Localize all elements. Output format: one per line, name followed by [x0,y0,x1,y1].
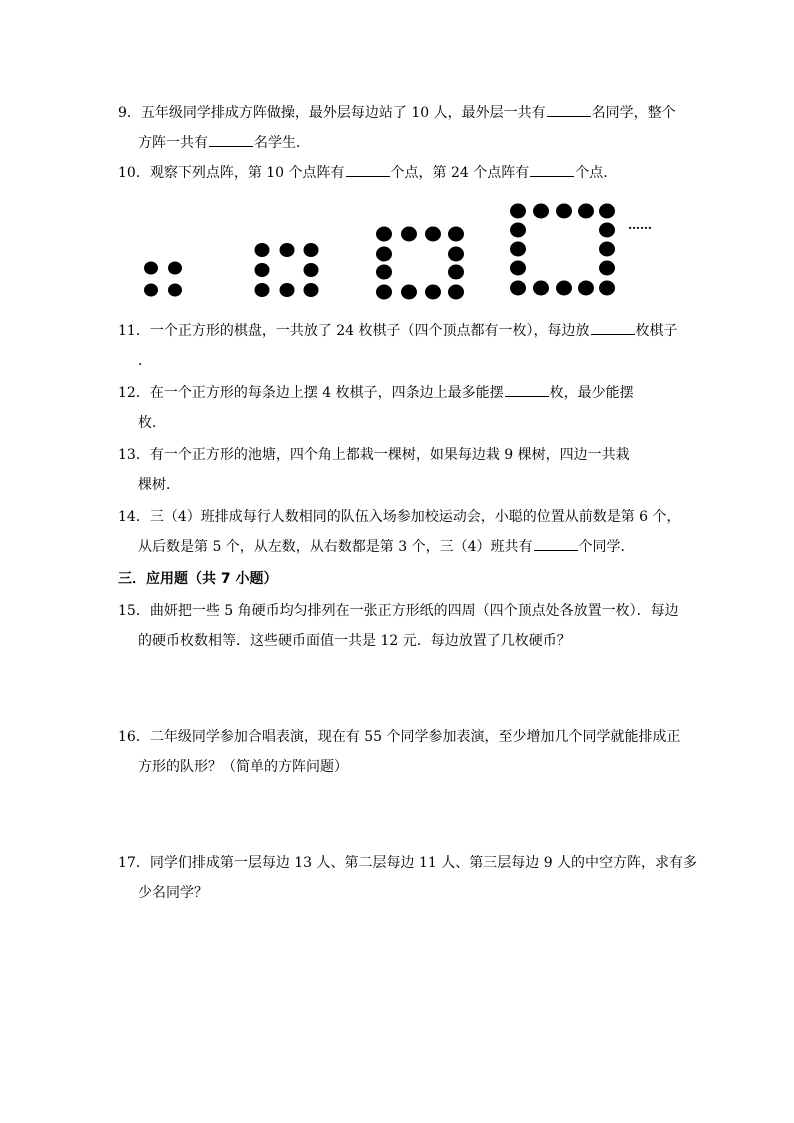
dot-pattern-2 [255,243,319,297]
q9-text-d: 名学生． [254,135,310,151]
q14-text-a: 从后数是第 5 个，从左数，从右数都是第 3 个，三（4）班共有 [138,539,533,555]
q12-line1 [118,384,634,402]
q14-line2 [138,538,635,556]
q17-line2: 少名同学？ [138,885,208,901]
answer-blank[interactable] [534,538,578,551]
q10-text-c: 个点． [575,165,618,181]
dot-pattern-1 [144,262,182,297]
q12-line2: 枚． [138,415,166,431]
q9-text-b: 名同学，整个 [591,105,676,121]
section-title: 三．应用题（共 7 小题） [118,571,278,587]
q14-text-b: 个同学． [578,539,635,555]
answer-blank[interactable] [591,322,635,335]
answer-blank[interactable] [505,384,549,397]
q17-line1: 17．同学们排成第一层每边 13 人、第二层每边 11 人、第三层每边 9 人的中空方阵，求有多 [118,855,698,871]
q11-text-a: 11．一个正方形的棋盘，一共放了 24 枚棋子（四个顶点都有一枚），每边放 [118,323,590,339]
dot-pattern-3 [376,227,464,300]
q14-line1: 14．三（4）班排成每行人数相同的队伍入场参加校运动会，小聪的位置从前数是第 6 个， [118,509,681,525]
q11-line1 [118,322,678,340]
q15-line1: 15．曲妍把一些 5 角硬币均匀排列在一张正方形纸的四周（四个顶点处各放置一枚）．每边 [118,603,679,619]
dot-pattern-4 [510,204,615,296]
q16-line2: 方形的队形？（简单的方阵问题） [138,759,348,775]
q15-line2: 的硬币枚数相等．这些硬币面值一共是 12 元．每边放置了几枚硬币？ [138,633,571,649]
q11-text-b: 枚棋子 [635,323,678,339]
q13-line2: 棵树． [138,477,180,493]
q9-text-c: 方阵一共有 [138,135,208,151]
q10-text-b: 个点，第 24 个点阵有 [390,165,530,181]
ellipsis-icon: …… [628,218,652,232]
dot-pattern-figure [0,0,794,320]
q12-text-b: 枚，最少能摆 [549,385,634,401]
q13-line1: 13．有一个正方形的池塘，四个角上都栽一棵树，如果每边栽 9 棵树，四边一共栽 [118,447,630,463]
q9-text-a: 9．五年级同学排成方阵做操，最外层每边站了 10 人，最外层一共有 [118,105,546,121]
q11-line2: ． [138,353,152,369]
q10-text-a: 10．观察下列点阵，第 10 个点阵有 [118,165,345,181]
q16-line1: 16．二年级同学参加合唱表演，现在有 55 个同学参加表演，至少增加几个同学就能排成正 [118,729,681,745]
q12-text-a: 12．在一个正方形的每条边上摆 4 枚棋子，四条边上最多能摆 [118,385,504,401]
